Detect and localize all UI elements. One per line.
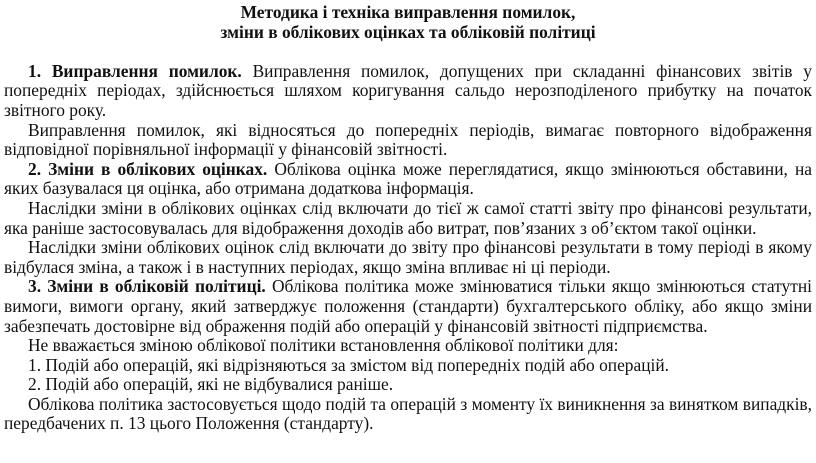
section-1-heading: 1. Виправлення помилок. — [28, 60, 242, 81]
document-title — [4, 3, 812, 42]
section-3-text-3: Облікова політика застосовується щодо подій та операцій з моменту їх виникнення за винятком випадків, передбачених п. 13 цього Положення (стандарту). — [4, 393, 812, 434]
section-1-paragraph-2 — [4, 121, 812, 160]
title-spacer — [4, 42, 812, 62]
section-1-text-2: Виправлення помилок, які відносяться до попередніх періодів, вимагає повторного відображення відповідної порівняльної інформації у фінансовій звітності. — [4, 119, 812, 160]
section-2-paragraph-2 — [4, 199, 812, 238]
section-3-text-2: Не вважається зміною облікової політики встановлення облікової політики для: — [28, 335, 619, 356]
section-2-paragraph-1 — [4, 160, 812, 199]
section-2-text-2: Наслідки зміни в облікових оцінках слід включати до тієї ж самої статті звіту про фінансові результати, яка раніше застосовувалась для відображення доходів або витрат, пов’язаних з об’єктом такої оцінки. — [4, 197, 812, 238]
section-3-heading: 3. Зміни в обліковій політиці. — [28, 276, 266, 297]
section-2-text-3: Наслідки зміни облікових оцінок слід включати до звіту про фінансові результати в тому періоді в якому відбулася зміна, а також і в наступних періодах, якщо зміна впливає ні ці періоди. — [4, 237, 812, 277]
section-2-text-1: Облікова оцінка може переглядатися, якщо змінюються обставини, на яких базувалася ця оцінка, або отримана додаткова інформація. — [4, 158, 812, 199]
list-item-text: 1. Подій або операцій, які відрізняються за змістом від попередніх подій або операцій. — [28, 354, 669, 375]
section-3-paragraph-1 — [4, 277, 812, 336]
section-2-heading: 2. Зміни в облікових оцінках. — [28, 158, 268, 179]
section-3-list-item-2 — [4, 375, 812, 395]
title-line-2: зміни в облікових оцінках та обліковій політиці — [220, 21, 596, 42]
list-item-text: 2. Подій або операцій, які не відбувалися раніше. — [28, 374, 394, 395]
section-3-paragraph-3 — [4, 395, 812, 434]
section-3-list-item-1 — [4, 356, 812, 376]
section-2-paragraph-3 — [4, 238, 812, 277]
section-1-paragraph-1 — [4, 62, 812, 121]
title-line-1: Методика і техніка виправлення помилок, — [240, 2, 576, 22]
section-3-paragraph-2 — [4, 336, 812, 356]
section-3-text-1: Облікова політика може змінюватися тільки якщо змінюються статутні вимоги, вимоги органу, який затверджує положення (стандарти) бухгалтерського обліку, або якщо зміни забезпечать достовірне від ображення подій або операцій у фінансовій звітності підприємства. — [4, 276, 812, 336]
section-1-text-1: Виправлення помилок, допущених при складанні фінансових звітів у попередніх періодах, здійснюється шляхом коригування сальдо нерозподіленого прибутку на початок звітного року. — [4, 60, 812, 120]
